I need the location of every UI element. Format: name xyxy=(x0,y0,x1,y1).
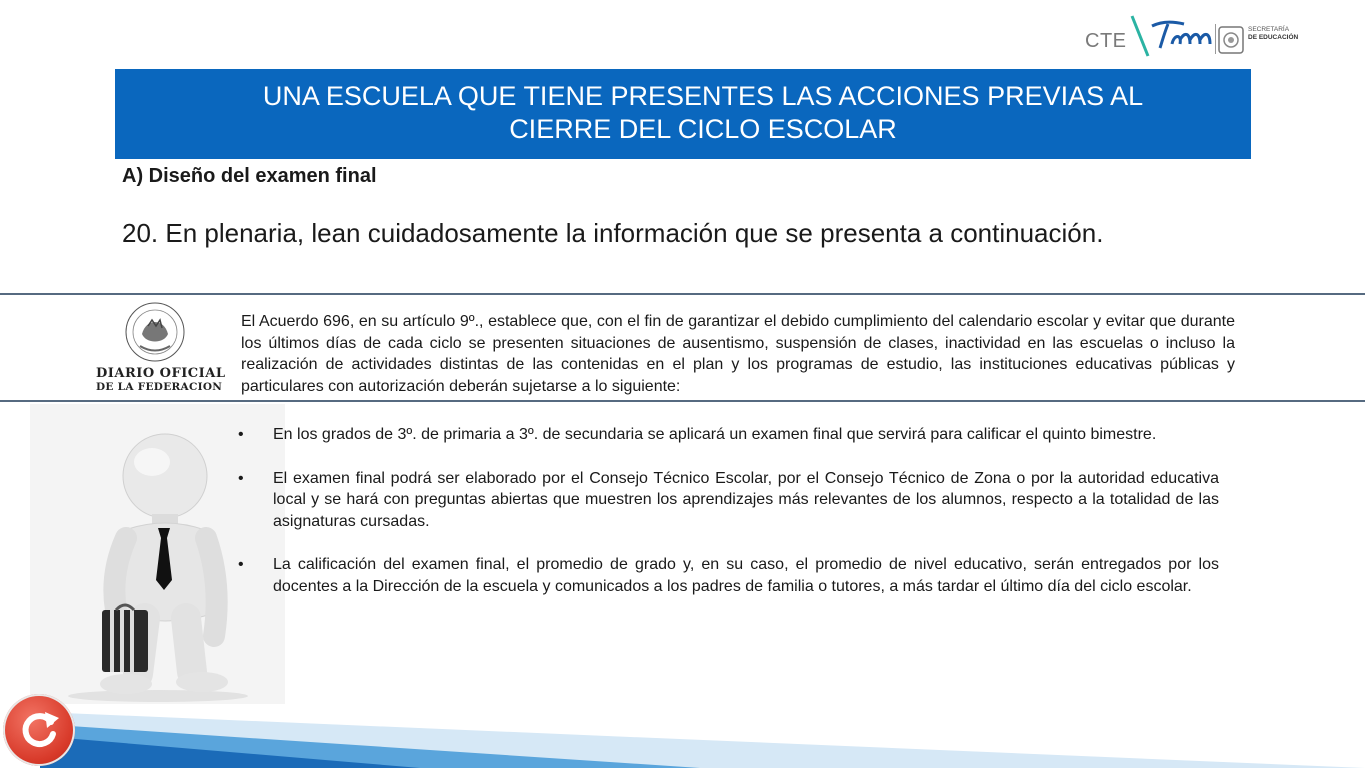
title-line1: UNA ESCUELA QUE TIENE PRESENTES LAS ACCIONES PREVIAS AL xyxy=(262,81,1144,111)
bullet-marker: • xyxy=(238,426,244,443)
bullet-marker: • xyxy=(238,556,244,573)
cte-logo-text: CTE xyxy=(1085,30,1127,52)
bullet-text: La calificación del examen final, el promedio de grado y, en su caso, el promedio de nivel educativo, serán entregados por los docentes a la Dirección de la escuela y comunicados a los padres de familia o tutores, a más tardar el último día del ciclo escolar. xyxy=(273,556,1219,595)
refresh-icon xyxy=(17,708,61,752)
sep-line1: SECRETARÍA xyxy=(1248,26,1290,33)
bullet-text: El examen final podrá ser elaborado por el Consejo Técnico Escolar, por el Consejo Técnico de Zona o por la autoridad educativa local y se hará con preguntas abiertas que muestren los aprendizajes más relevantes de los alumnos, respecto a la totalidad de las asignaturas cursadas. xyxy=(273,469,1219,530)
header-logos xyxy=(1080,14,1320,56)
list-item xyxy=(229,424,1219,446)
list-item xyxy=(229,554,1219,597)
divider-top xyxy=(0,293,1365,295)
bullet-marker: • xyxy=(238,469,244,487)
logo-divider xyxy=(1215,24,1216,54)
page-title xyxy=(170,80,1236,146)
section-subheading: A) Diseño del examen final xyxy=(122,165,377,187)
refresh-button[interactable] xyxy=(3,694,75,766)
seal-icon xyxy=(1218,26,1244,54)
list-item xyxy=(229,468,1219,533)
dof-title: DIARIO OFICIAL xyxy=(96,366,226,381)
title-line2: CIERRE DEL CICLO ESCOLAR xyxy=(509,114,897,144)
divider-bottom xyxy=(0,400,1365,402)
dof-subtitle: DE LA FEDERACION xyxy=(96,381,223,393)
sep-line2: DE EDUCACIÓN xyxy=(1248,34,1299,41)
sep-logo-text xyxy=(1248,26,1298,42)
tam-logo xyxy=(1150,18,1214,54)
dof-logo xyxy=(90,300,226,396)
bullet-list xyxy=(229,424,1219,619)
mexican-eagle-seal-icon xyxy=(90,300,220,364)
instruction-text: 20. En plenaria, lean cuidadosamente la información que se presenta a continuación. xyxy=(122,218,1104,248)
bottom-decoration xyxy=(0,690,1365,768)
acuerdo-paragraph: El Acuerdo 696, en su artículo 9º., establece que, con el fin de garantizar el debido cumplimiento del calendario escolar y evitar que durante los últimos días de cada ciclo se presenten situaciones de ausentismo, suspensión de clases, inactividad en las escuelas o incluso la realización de actividades distintas de las contenidas en el plan y los programas de estudio, las instituciones educativas públicas y particulares con autorización deberán sujetarse a lo siguiente: xyxy=(241,313,1235,395)
tam-slash-logo xyxy=(1128,14,1152,58)
bullet-text: En los grados de 3º. de primaria a 3º. de secundaria se aplicará un examen final que servirá para calificar el quinto bimestre. xyxy=(273,426,1157,443)
